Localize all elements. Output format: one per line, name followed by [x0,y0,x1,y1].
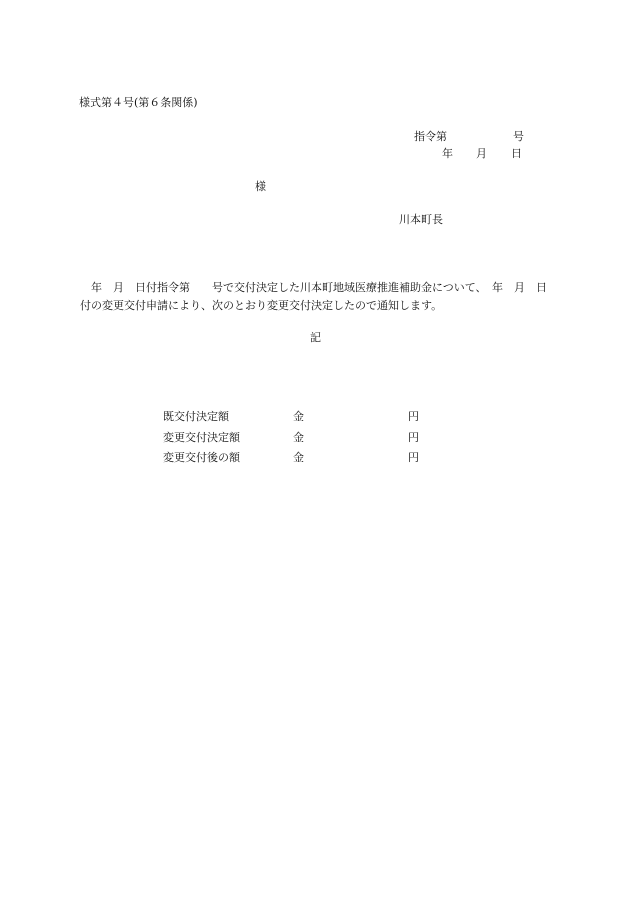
form-number: 様式第４号(第６条関係) [79,96,198,109]
directive-number-suffix: 号 [513,130,524,143]
amount-currency: 金 [293,410,304,423]
amount-unit: 円 [408,410,419,423]
amount-unit: 円 [408,451,419,464]
amount-currency: 金 [293,431,304,444]
amount-row-change [163,432,433,446]
addressee-honorific: 様 [255,180,266,193]
date-day-label: 日 [511,147,522,160]
sender-title: 川本町長 [399,213,443,226]
date-month-label: 月 [476,147,487,160]
amount-row-after-change [163,452,433,466]
amount-label: 変更交付決定額 [163,431,240,444]
amount-label: 変更交付後の額 [163,451,240,464]
amount-row-previous [163,411,433,425]
amount-label: 既交付決定額 [163,410,229,423]
date-year-label: 年 [442,147,453,160]
amount-unit: 円 [408,431,419,444]
note-heading: 記 [310,331,321,344]
amount-currency: 金 [293,451,304,464]
notice-body: 年 月 日付指令第 号で交付決定した川本町地域医療推進補助金について、 年 月 日付の変更交付申請により、次のとおり変更交付決定したので通知します。 [80,281,548,312]
directive-number-label: 指令第 [414,130,447,143]
